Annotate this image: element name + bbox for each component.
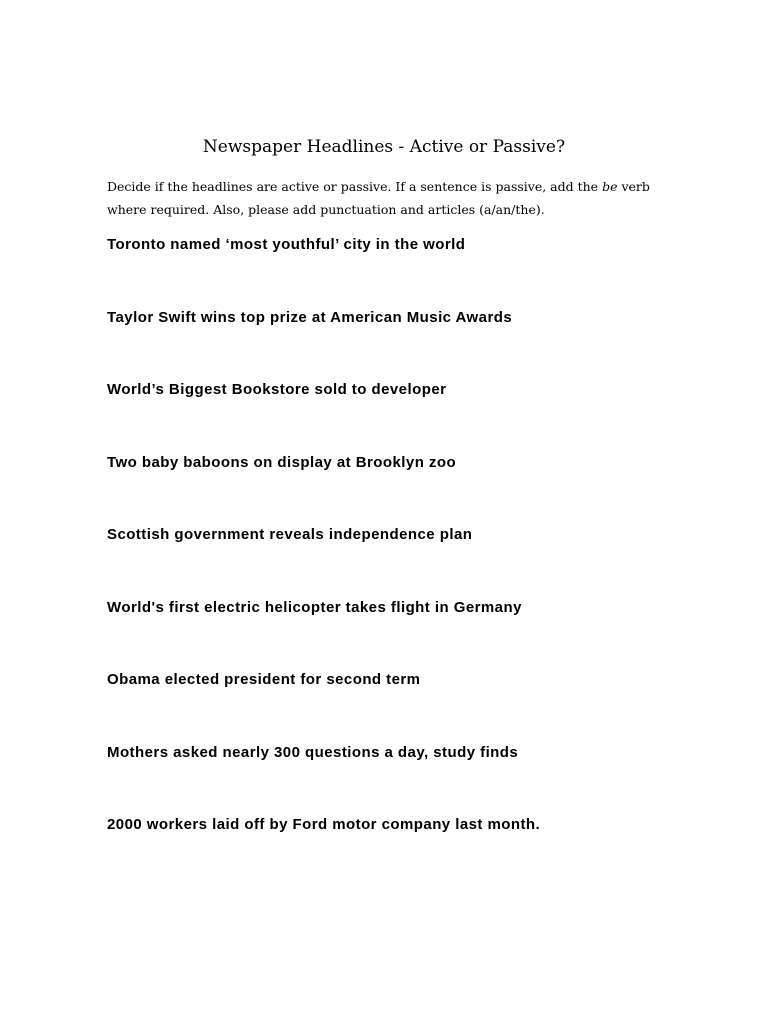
headline-item: Obama elected president for second term	[107, 671, 421, 688]
instructions-text-part-2: verb	[617, 179, 650, 194]
instructions-text-part-1: Decide if the headlines are active or passive. If a sentence is passive, add the	[107, 179, 603, 194]
worksheet-title: Newspaper Headlines - Active or Passive?	[202, 137, 566, 157]
instructions-paragraph	[107, 175, 667, 221]
headline-item: Toronto named ‘most youthful’ city in the world	[107, 236, 466, 253]
headline-item: World’s Biggest Bookstore sold to developer	[107, 381, 447, 398]
headline-item: Mothers asked nearly 300 questions a day, study finds	[107, 743, 519, 761]
instructions-line-1	[107, 175, 667, 198]
instructions-line-2: where required. Also, please add punctuation and articles (a/an/the).	[107, 202, 545, 217]
instructions-italic-be: be	[602, 179, 618, 194]
headline-item: World's first electric helicopter takes flight in Germany	[107, 598, 522, 616]
headline-list	[107, 236, 727, 889]
headline-item: Scottish government reveals independence plan	[107, 526, 473, 543]
headline-item: Taylor Swift wins top prize at American Music Awards	[107, 308, 513, 326]
headline-item: 2000 workers laid off by Ford motor company last month.	[107, 816, 541, 833]
headline-item: Two baby baboons on display at Brooklyn zoo	[107, 453, 457, 471]
